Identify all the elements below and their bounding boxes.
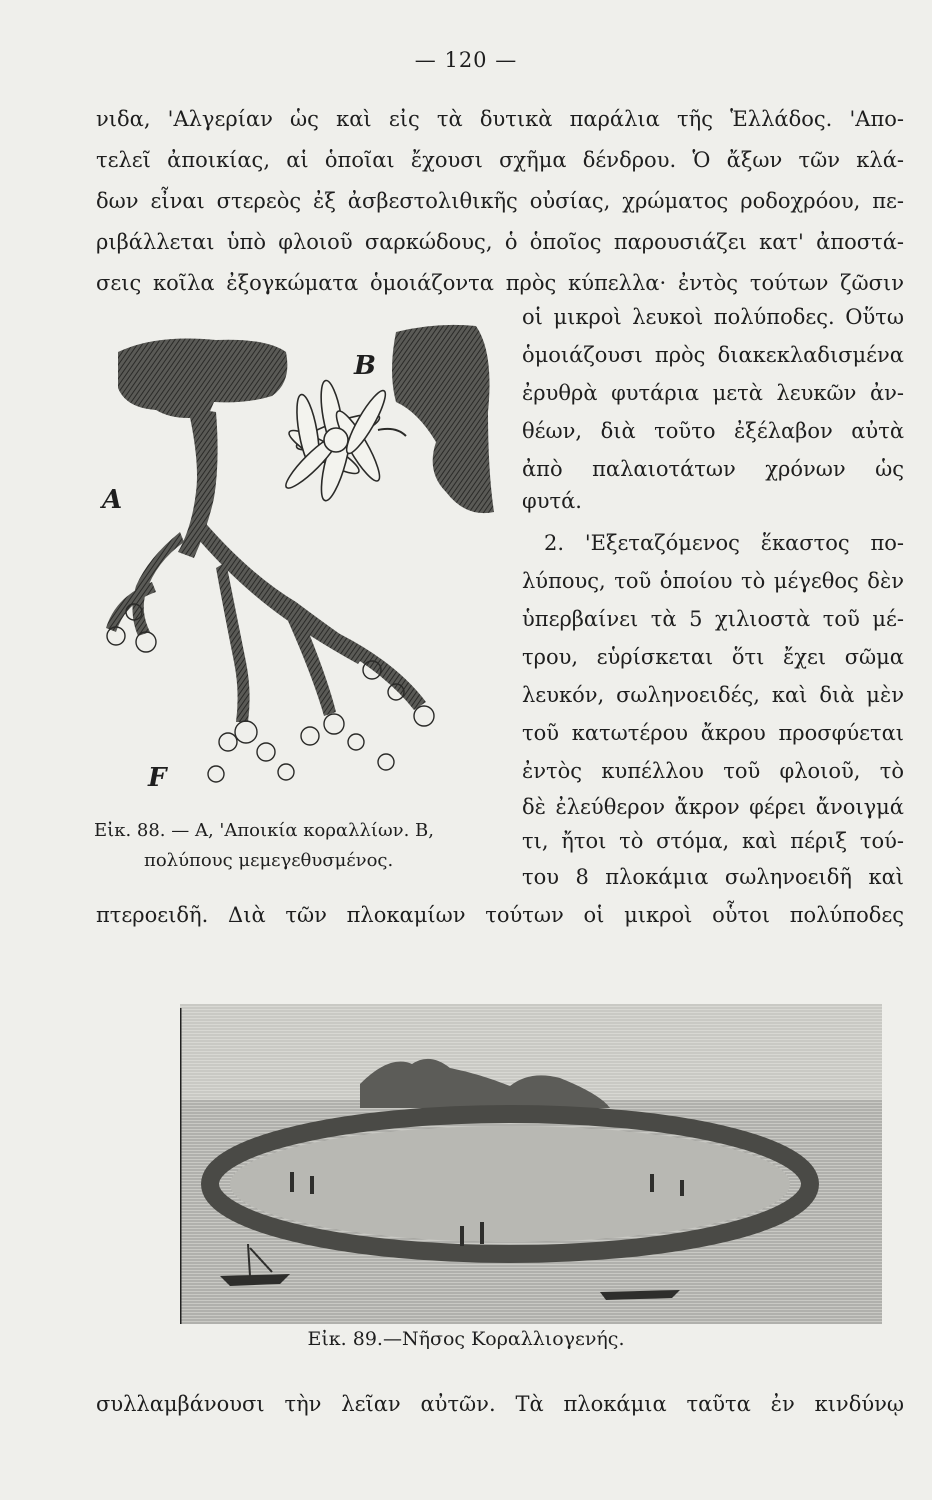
- text-line: ριβάλλεται ὑπὸ φλοιοῦ σαρκώδους, ὁ ὁποῖος παρουσιάζει κατ' ἀποστά-: [96, 230, 904, 254]
- text-line: οἱ μικροὶ λευκοὶ πολύποδες. Οὕτω: [522, 305, 904, 329]
- text-line: τελεῖ ἀποικίας, αἱ ὁποῖαι ἔχουσι σχῆμα δένδρου. Ὁ ἄξων τῶν κλά-: [96, 148, 904, 172]
- figure-88-caption: [94, 816, 514, 876]
- text-line: ὑπερβαίνει τὰ 5 χιλιοστὰ τοῦ μέ-: [522, 607, 904, 631]
- figure-89-coral-island: [180, 1004, 882, 1324]
- label-a: A: [102, 485, 123, 515]
- figure-89-caption: Εἰκ. 89.—Νῆσος Κοραλλιογενής.: [307, 1328, 625, 1350]
- page-number: — 120 —: [414, 48, 518, 72]
- island-engraving: [180, 1004, 882, 1324]
- text-line: δὲ ἐλεύθερον ἄκρον φέρει ἄνοιγμά: [522, 795, 904, 819]
- text-line: θέων, διὰ τοῦτο ἐξέλαβον αὐτὰ: [522, 419, 904, 443]
- text-line: τοῦ κατωτέρου ἄκρου προσφύεται: [522, 721, 904, 745]
- text-line: σεις κοῖλα ἐξογκώματα ὁμοιάζοντα πρὸς κύπελλα· ἐντὸς τούτων ζῶσιν: [96, 271, 904, 295]
- text-line: τι, ἤτοι τὸ στόμα, καὶ πέριξ τού-: [522, 829, 904, 853]
- text-line: λύπους, τοῦ ὁποίου τὸ μέγεθος δὲν: [522, 569, 904, 593]
- text-line: νιδα, 'Αλγερίαν ὡς καὶ εἰς τὰ δυτικὰ παράλια τῆς Ἑλλάδος. 'Απο-: [96, 107, 904, 131]
- text-line: λευκόν, σωληνοειδές, καὶ διὰ μὲν: [522, 683, 904, 707]
- text-line: τρου, εὑρίσκεται ὅτι ἔχει σῶμα: [522, 645, 904, 669]
- text-line: ἀπὸ παλαιοτάτων χρόνων ὡς: [522, 457, 904, 481]
- text-line: του 8 πλοκάμια σωληνοειδῆ καὶ: [522, 865, 904, 889]
- text-line: δων εἶναι στερεὸς ἐξ ἀσβεστολιθικῆς οὐσίας, χρώματος ροδοχρόου, πε-: [96, 189, 904, 213]
- label-f: F: [148, 763, 167, 793]
- text-line: ὁμοιάζουσι πρὸς διακεκλαδισμένα: [522, 343, 904, 367]
- text-line: συλλαμβάνουσι τὴν λεῖαν αὐτῶν. Τὰ πλοκάμια ταῦτα ἐν κινδύνῳ: [96, 1392, 904, 1416]
- text-line: φυτά.: [522, 489, 582, 513]
- caption-line: πολύπους μεμεγεθυσμένος.: [144, 850, 394, 871]
- text-line: 2. 'Εξεταζόμενος ἕκαστος πο-: [544, 531, 904, 555]
- figure-88-coral-illustration: [96, 312, 516, 812]
- coral-engraving: [96, 312, 516, 812]
- label-b: B: [354, 351, 376, 381]
- text-line: ἐντὸς κυπέλλου τοῦ φλοιοῦ, τὸ: [522, 759, 904, 783]
- caption-line: Εἰκ. 88. — Α, 'Αποικία κοραλλίων. Β,: [94, 820, 434, 841]
- text-line: ἐρυθρὰ φυτάρια μετὰ λευκῶν ἀν-: [522, 381, 904, 405]
- text-line: πτεροειδῆ. Διὰ τῶν πλοκαμίων τούτων οἱ μικροὶ οὗτοι πολύποδες: [96, 903, 904, 927]
